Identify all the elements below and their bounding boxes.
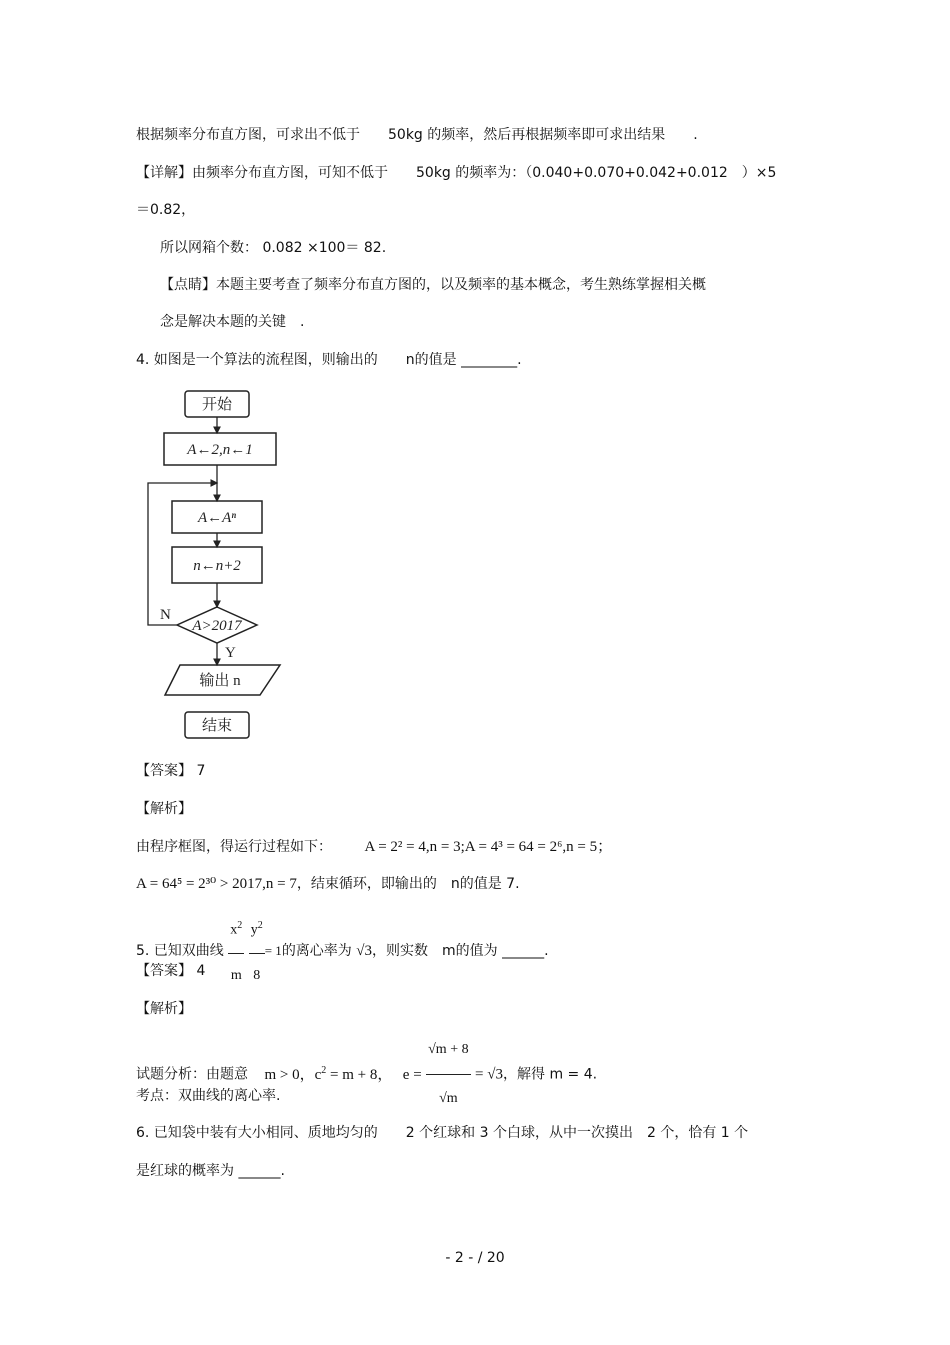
flow-end-label: 结束 [201, 718, 233, 734]
answer-5: 【答案】 4 [136, 963, 206, 979]
analysis-label: 【解析】 [136, 1001, 192, 1017]
answer-4: 【答案】 7 [136, 763, 206, 779]
text-line: 【详解】由频率分布直方图，可知不低于 50kg 的频率为：（0.040+0.070+0.042+0.012 ）×5 [136, 165, 777, 181]
text-line: 考点：双曲线的离心率. [136, 1088, 281, 1104]
analysis-label: 【解析】 [136, 801, 192, 817]
text-line: 所以网箱个数： 0.082 ×100＝ 82. [160, 240, 387, 256]
flow-loop-arrow [148, 483, 217, 625]
flow-init-label: A←2,n←1 [187, 442, 253, 458]
question-5-mid: 的离心率为 [281, 942, 352, 959]
solution-text: ，解得 m = 4. [503, 1066, 598, 1083]
flow-decision-label: A>2017 [192, 618, 242, 634]
fraction-x2-m: $\frac{x^2}{m}$ [228, 904, 244, 998]
fraction-e: $\frac{√m + 8}{√m}$ [426, 1026, 470, 1123]
solution-text: 试题分析：由题意 [136, 1066, 248, 1083]
sqrt3: √3 [356, 942, 372, 959]
fraction-y2-8: $\frac{y^2}{8}$ [249, 904, 265, 998]
text-line: 念是解决本题的关键 . [160, 314, 305, 330]
question-5-prefix: 5. 已知双曲线 [136, 942, 224, 959]
question-4: 4. 如图是一个算法的流程图，则输出的 n的值是 ________. [136, 352, 522, 368]
question-5: 5. 已知双曲线 $\frac{x^2}{m}$ $\frac{y^2}{8}$ = 1的离心率为 √3，则实数 m的值为 ______. [136, 904, 549, 998]
question-5-suffix: ，则实数 m的值为 ______. [372, 942, 549, 959]
solution-math: A = 2² = 4,n = 3;A = 4³ = 64 = 2⁶,n = 5； [364, 839, 613, 855]
solution-line [136, 837, 612, 857]
text-line: ＝0.82， [136, 202, 196, 218]
text-line: 根据频率分布直方图，可求出不低于 50kg 的频率，然后再根据频率即可求出结果 . [136, 127, 698, 143]
solution-text: 由程序框图，得运行过程如下： [136, 839, 332, 855]
solution-math: A = 64⁵ = 2³⁰ > 2017,n = 7 [136, 876, 297, 892]
flowchart [130, 385, 290, 753]
flow-yes-label: Y [225, 645, 236, 661]
flow-start-label: 开始 [201, 397, 233, 413]
page-number: - 2 - / 20 [445, 1250, 505, 1266]
solution-line: 试题分析：由题意 m > 0，$c^2 = m + 8$， e = $\frac{√m + 8}{√m}$ = √3，解得 m = 4. [136, 1026, 597, 1123]
question-6: 6. 已知袋中装有大小相同、质地均匀的 2 个红球和 3 个白球，从中一次摸出 2 个，恰有 1 个 [136, 1125, 749, 1141]
flow-step2-label: n←n+2 [193, 558, 241, 574]
solution-text: ，结束循环，即输出的 n的值是 7. [296, 876, 520, 892]
flow-output-label: 输出 n [199, 673, 241, 689]
flow-step1-label: A←Aⁿ [197, 510, 237, 526]
question-6: 是红球的概率为 ______. [136, 1163, 285, 1179]
text-line: 【点睛】本题主要考查了频率分布直方图的，以及频率的基本概念，考生熟练掌握相关概 [160, 277, 706, 293]
solution-line [136, 874, 520, 894]
flow-no-label: N [160, 607, 171, 623]
